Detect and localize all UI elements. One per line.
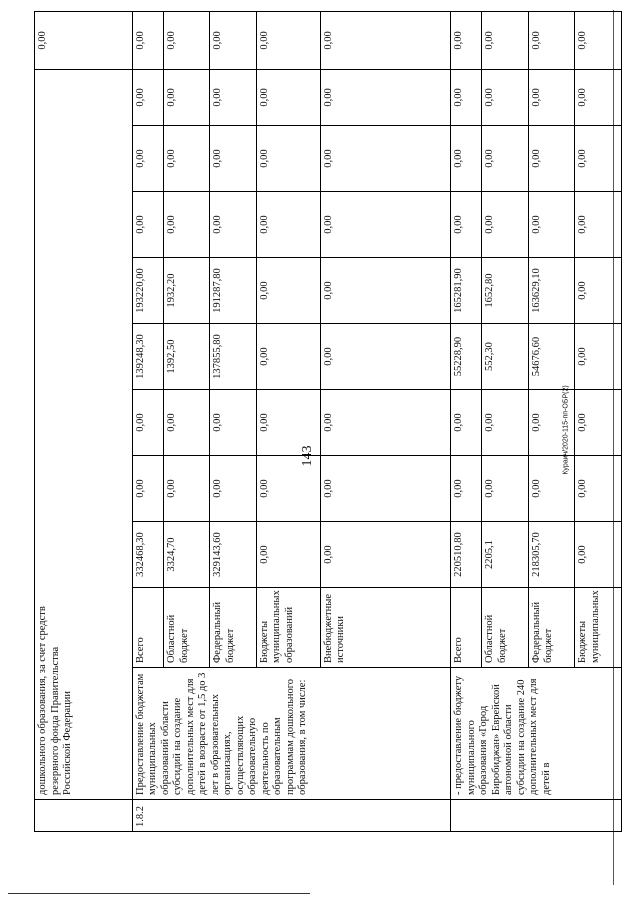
page-number-text: 143 <box>300 445 315 467</box>
cell-value: 0,00 <box>451 456 482 522</box>
bottom-rule <box>8 893 310 894</box>
cell-value: 0,00 <box>528 456 574 522</box>
cell-value: 0,00 <box>528 390 574 456</box>
cell-value: 0,00 <box>320 324 450 390</box>
cell-value: 0,00 <box>575 522 622 588</box>
cell-value: 1652,80 <box>482 258 528 324</box>
cell-value: 0,00 <box>164 390 210 456</box>
row-code: 1.8.2 <box>132 800 450 832</box>
cell-value: 0,00 <box>132 126 163 192</box>
cell-value: 1932,20 <box>164 258 210 324</box>
table-row <box>35 11 133 831</box>
cell-value: 0,00 <box>575 390 622 456</box>
cell-value: 0,00 <box>320 258 450 324</box>
cell-value: 0,00 <box>451 126 482 192</box>
cell-value: 0,00 <box>528 192 574 258</box>
cell-value: 218305,70 <box>528 522 574 588</box>
funding-source: Всего <box>451 588 482 668</box>
row-name: дошкольного образования, за счет средств резервного фонда Правительства Российской Федерации <box>35 69 133 799</box>
cell-value: 0,00 <box>132 456 163 522</box>
cell-value: 0,00 <box>320 126 450 192</box>
cell-value: 0,00 <box>256 11 320 69</box>
cell-value: 0,00 <box>164 126 210 192</box>
cell-value: 0,00 <box>210 69 256 125</box>
row-name: - предоставление бюджету муниципального образования «Город Биробиджан» Еврейской автономной области субсидии на создание 240 дополнительных мест для детей в <box>451 668 622 800</box>
cell-value: 0,00 <box>256 258 320 324</box>
document-stamp-text: Кураич/2020-115-пп-ОБР(2) <box>562 385 570 475</box>
funding-source: Всего <box>132 588 163 668</box>
cell-value: 0,00 <box>575 192 622 258</box>
cell-value: 0,00 <box>575 324 622 390</box>
cell-value: 0,00 <box>256 390 320 456</box>
row-code <box>35 800 133 832</box>
cell-value: 552,30 <box>482 324 528 390</box>
rotated-table-area <box>34 32 622 832</box>
cell-value: 329143,60 <box>210 522 256 588</box>
cell-value: 0,00 <box>210 390 256 456</box>
cell-value: 191287,80 <box>210 258 256 324</box>
cell-value: 0,00 <box>210 11 256 69</box>
cell-value: 0,00 <box>132 69 163 125</box>
cell-value: 0,00 <box>575 258 622 324</box>
cell-value: 0,00 <box>256 192 320 258</box>
cell-value: 137855,80 <box>210 324 256 390</box>
funding-source: Федеральный бюджет <box>528 588 574 668</box>
cell-value: 220510,80 <box>451 522 482 588</box>
cell-value: 0,00 <box>451 11 482 69</box>
cell-value: 0,00 <box>320 456 450 522</box>
cell-value: 0,00 <box>575 69 622 125</box>
cell-value: 1392,50 <box>164 324 210 390</box>
funding-source: Областной бюджет <box>164 588 210 668</box>
cell-value: 0,00 <box>132 192 163 258</box>
cell-value: 0,00 <box>132 390 163 456</box>
cell-value: 163629,10 <box>528 258 574 324</box>
cell-value: 0,00 <box>256 522 320 588</box>
cell-value: 0,00 <box>482 456 528 522</box>
cell-value: 0,00 <box>482 126 528 192</box>
cell-value: 0,00 <box>482 11 528 69</box>
cell-value: 0,00 <box>575 126 622 192</box>
cell-value: 0,00 <box>320 390 450 456</box>
cell-value: 0,00 <box>575 11 622 69</box>
cell-value: 0,00 <box>210 126 256 192</box>
cell-value: 0,00 <box>132 11 163 69</box>
cell-value: 0,00 <box>482 390 528 456</box>
cell-value: 0,00 <box>320 69 450 125</box>
cell-value: 332468,30 <box>132 522 163 588</box>
table-body <box>35 11 622 831</box>
cell-value: 0,00 <box>256 456 320 522</box>
cell-value: 0,00 <box>256 324 320 390</box>
cell-value: 0,00 <box>528 69 574 125</box>
cell-value: 0,00 <box>320 11 450 69</box>
cell-value: 165281,90 <box>451 258 482 324</box>
cell-value: 0,00 <box>528 11 574 69</box>
cell-value: 193220,00 <box>132 258 163 324</box>
cell-value: 0,00 <box>451 192 482 258</box>
cell-value: 0,00 <box>256 69 320 125</box>
cell-value: 0,00 <box>451 390 482 456</box>
cell-value: 3324,70 <box>164 522 210 588</box>
cell-value: 0,00 <box>482 192 528 258</box>
table-row <box>451 11 482 831</box>
cell-value: 54676,60 <box>528 324 574 390</box>
cell-value: 0,00 <box>575 456 622 522</box>
cell-value: 0,00 <box>35 11 133 69</box>
cell-value: 0,00 <box>210 456 256 522</box>
funding-source: Внебюджетные источники <box>320 588 450 668</box>
row-code <box>451 800 622 832</box>
cell-value: 0,00 <box>320 192 450 258</box>
cell-value: 0,00 <box>164 69 210 125</box>
cell-value: 0,00 <box>164 192 210 258</box>
cell-value: 0,00 <box>482 69 528 125</box>
funding-source: Бюджеты муниципальных <box>575 588 622 668</box>
cell-value: 0,00 <box>164 456 210 522</box>
cell-value: 0,00 <box>210 192 256 258</box>
cell-value: 0,00 <box>451 69 482 125</box>
cell-value: 55228,90 <box>451 324 482 390</box>
cell-value: 2205,1 <box>482 522 528 588</box>
cell-value: 0,00 <box>528 126 574 192</box>
funding-source: Бюджеты муниципальных образований <box>256 588 320 668</box>
budget-table <box>34 11 622 832</box>
table-row <box>132 11 163 831</box>
cell-value: 139248,30 <box>132 324 163 390</box>
funding-source: Федеральный бюджет <box>210 588 256 668</box>
cell-value: 0,00 <box>320 522 450 588</box>
cell-value: 0,00 <box>164 11 210 69</box>
cell-value: 0,00 <box>256 126 320 192</box>
row-name: Предоставление бюджетам муниципальных образований области субсидий на создание дополнительных мест для детей в возрасте от 1,5 до 3 лет в образовательных организациях, осуществляющих образовательную деятельность по образовательным программам дошкольного образования, в том числе: <box>132 668 450 800</box>
funding-source: Областной бюджет <box>482 588 528 668</box>
